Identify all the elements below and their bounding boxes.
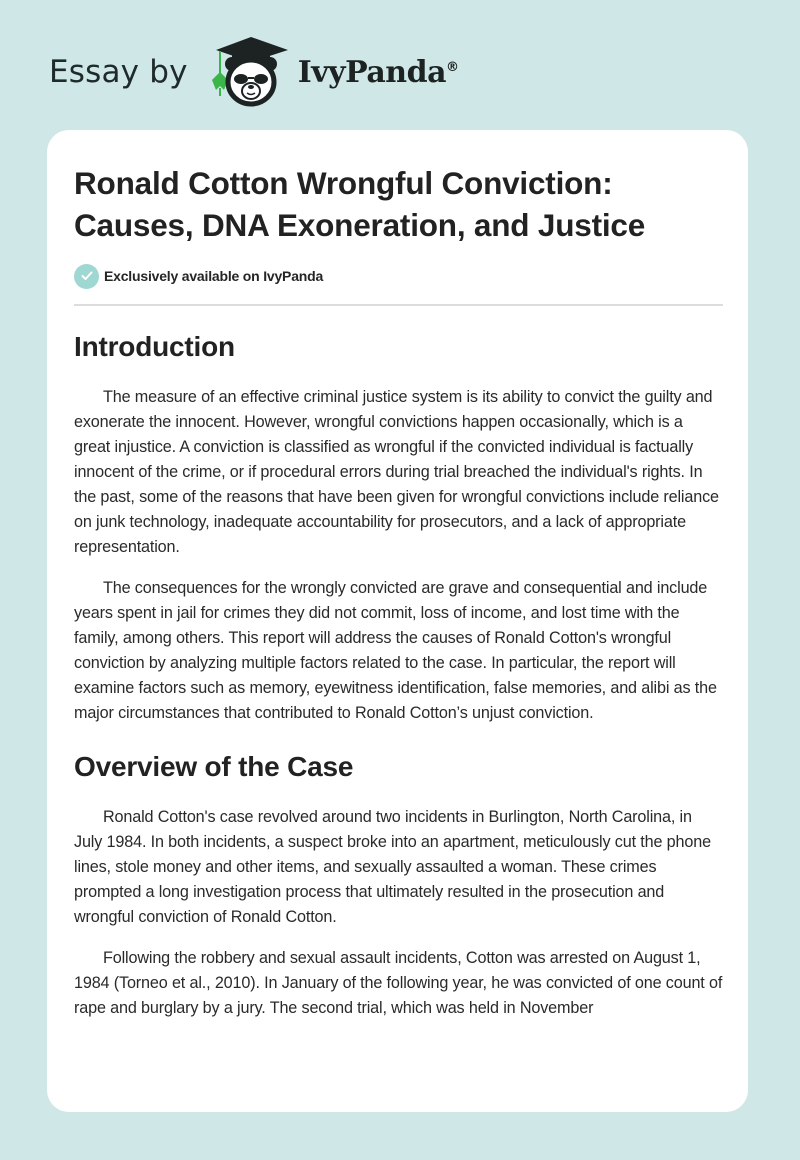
paragraph: The consequences for the wrongly convicted are grave and consequential and include years spent in jail for crimes they did not commit, loss of income, and lost time with the family, among others. This report will address the causes of Ronald Cotton's wrongful conviction by analyzing multiple factors related to the case. In particular, the report will examine factors such as memory, eyewitness identification, false memories, and alibi as the major circumstances that contributed to Ronald Cotton’s unjust conviction. bbox=[74, 579, 717, 722]
essay-card bbox=[47, 130, 748, 1112]
paragraph: Ronald Cotton's case revolved around two incidents in Burlington, North Carolina, in July 1984. In both incidents, a suspect broke into an apartment, meticulously cut the phone lines, stole money and other items, and sexually assaulted a woman. These crimes prompted a long investigation process that ultimately resulted in the prosecution and wrongful conviction of Ronald Cotton. bbox=[74, 808, 711, 926]
exclusive-badge bbox=[74, 262, 723, 290]
site-header-brand[interactable] bbox=[49, 34, 459, 110]
section-overview-of-the-case bbox=[74, 748, 723, 1021]
section-heading: Introduction bbox=[74, 331, 235, 362]
exclusive-badge-text: Exclusively available on IvyPanda bbox=[104, 268, 324, 284]
title-divider bbox=[74, 304, 723, 306]
ivypanda-wordmark: IvyPanda® bbox=[297, 54, 459, 90]
section-introduction bbox=[74, 328, 723, 726]
paragraph: Following the robbery and sexual assault incidents, Cotton was arrested on August 1, 1984 (Torneo et al., 2010). In January of the following year, he was convicted of one count of rape and burglary by a jury. The second trial, which was held in November bbox=[74, 949, 723, 1017]
essay-by-label: Essay by bbox=[49, 54, 188, 90]
check-circle-icon bbox=[74, 264, 99, 289]
essay-title: Ronald Cotton Wrongful Conviction: Causes, DNA Exoneration, and Justice bbox=[74, 165, 646, 243]
panda-graduate-logo-icon bbox=[208, 34, 294, 110]
paragraph: The measure of an effective criminal justice system is its ability to convict the guilty and exonerate the innocent. However, wrongful convictions happen occasionally, which is a great injustice. A conviction is classified as wrongful if the convicted individual is factually innocent of the crime, or if procedural errors during trial breached the individual's rights. In the past, some of the reasons that have been given for wrongful convictions include reliance on junk technology, inadequate accountability for prosecutors, and a lack of appropriate representation. bbox=[74, 388, 719, 556]
section-heading: Overview of the Case bbox=[74, 751, 354, 782]
